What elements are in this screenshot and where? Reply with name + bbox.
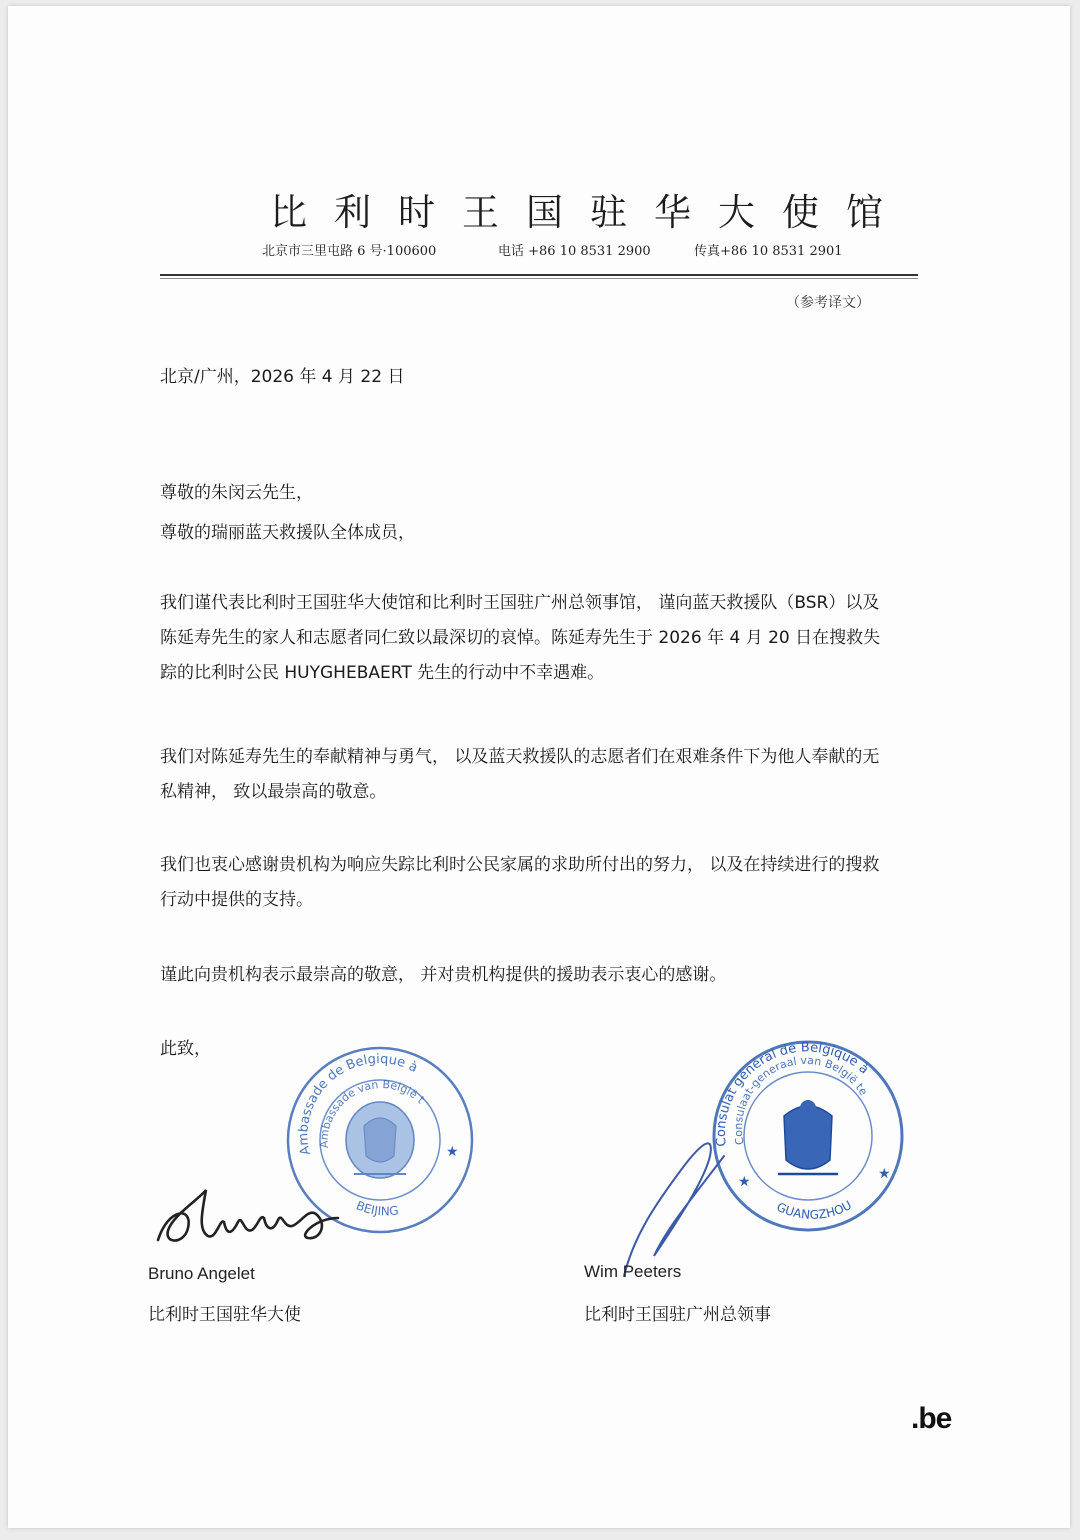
signatory-title: 比利时王国驻广州总领事 [584,1305,771,1325]
date-line: 北京/广州，2026 年 4 月 22 日 [160,367,405,387]
signatory-name: Wim Peeters [584,1262,682,1281]
signatory-title: 比利时王国驻华大使 [148,1305,301,1325]
letter-page [8,6,1070,1528]
reference-translation-note: （参考译文） [786,295,870,311]
letterhead-phone: 电话 +86 10 8531 2900 [498,244,651,259]
closing: 此致， [160,1039,211,1059]
header-rule-thin [160,278,918,279]
header-rule [160,274,918,276]
signatory-name: Bruno Angelet [148,1264,255,1283]
body-paragraph: 谨此向贵机构表示最崇高的敬意， 并对贵机构提供的援助表示衷心的感谢。 [160,965,727,985]
coat-of-arms-icon [778,1100,838,1174]
letterhead-address: 北京市三里屯路 6 号·100600 [262,244,437,259]
letterhead-title: 比利时王国驻华大使馆 [270,191,910,234]
seal-city: BEIJING [354,1198,400,1219]
seal-text-outer: Ambassade de Belgique à [296,1051,420,1157]
body-paragraph: 我们对陈延寿先生的奉献精神与勇气， 以及蓝天救援队的志愿者们在艰难条件下为他人奉献的无私精神， 致以最崇高的敬意。 [160,747,880,802]
salutation-line: 尊敬的朱闵云先生， [160,483,313,503]
svg-text:GUANGZHOU [774,1198,854,1222]
body-paragraph: 我们也衷心感谢贵机构为响应失踪比利时公民家属的求助所付出的努力， 以及在持续进行的搜救行动中提供的支持。 [160,855,880,910]
coat-of-arms-icon [346,1102,414,1178]
salutation-line: 尊敬的瑞丽蓝天救援队全体成员， [160,523,415,543]
be-logo: .be [911,1402,952,1435]
ambassador-signature [148,1178,368,1258]
seal-text-outer: Consulat général de Belgique à [714,1040,872,1148]
star-icon: ★ [738,1174,751,1190]
star-icon: ★ [446,1144,459,1160]
seal-text-inner: Consulaat-generaal van België te [731,1053,871,1147]
body-paragraph: 我们谨代表比利时王国驻华大使馆和比利时王国驻广州总领事馆， 谨向蓝天救援队（BSR）以及陈延寿先生的家人和志愿者同仁致以最深切的哀悼。陈延寿先生于 2026 年 4 月 20 日在搜救失踪的比利时公民 HUYGHEBAERT 先生的行动中不幸遇难。 [160,593,881,683]
letterhead-fax: 传真+86 10 8531 2901 [694,244,843,259]
seal-text-inner: Ambassade van België te [280,1034,427,1149]
star-icon: ★ [878,1166,891,1182]
seal-city: GUANGZHOU [774,1197,855,1222]
